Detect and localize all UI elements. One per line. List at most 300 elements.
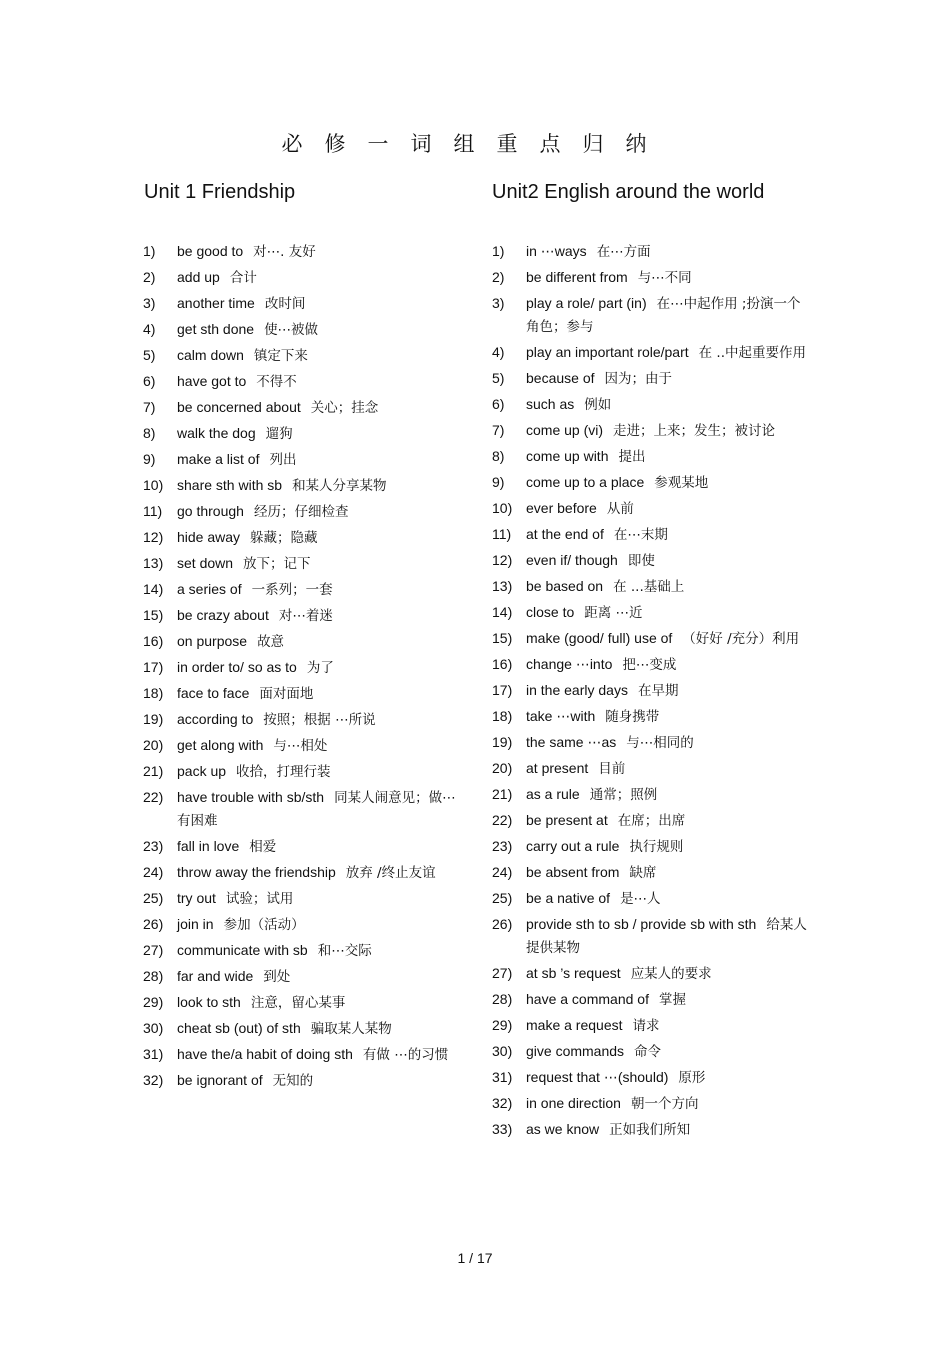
phrase-english: join in [177, 916, 214, 932]
item-body [177, 1069, 463, 1092]
item-number: 28) [492, 991, 513, 1007]
phrase-english: cheat sb (out) of sth [177, 1020, 301, 1036]
item-number: 4) [143, 321, 156, 337]
phrase-chinese: 对⋯着迷 [278, 608, 333, 624]
page-title: 必修一词组重点归纳 [281, 132, 669, 156]
list-item [492, 1066, 812, 1089]
list-item [492, 523, 812, 546]
phrase-chinese: 原形 [678, 1070, 706, 1086]
item-number: 9) [143, 451, 156, 467]
phrase-english: fall in love [177, 838, 240, 854]
item-number: 21) [143, 763, 164, 779]
phrase-english: set down [177, 555, 234, 571]
phrase-english: be present at [526, 812, 608, 828]
item-body [526, 679, 812, 702]
phrase-chinese: 即使 [627, 553, 655, 569]
phrase-chinese: 目前 [598, 761, 626, 777]
phrase-chinese: 使⋯被做 [264, 322, 319, 338]
list-item [143, 861, 463, 884]
phrase-chinese: 镇定下来 [253, 348, 308, 364]
phrase-english: at the end of [526, 526, 604, 542]
item-body [177, 760, 463, 783]
phrase-chinese: 在席；出席 [617, 813, 686, 829]
list-item [492, 266, 812, 289]
item-body [177, 1043, 463, 1066]
list-item [143, 835, 463, 858]
item-body [177, 526, 463, 549]
list-item [143, 266, 463, 289]
phrase-chinese: 例如 [584, 397, 612, 413]
item-body [526, 1066, 812, 1089]
phrase-english: walk the dog [177, 425, 256, 441]
phrase-chinese: 正如我们所知 [609, 1122, 691, 1138]
item-body [177, 861, 463, 884]
item-number: 13) [143, 555, 164, 571]
item-body [177, 965, 463, 988]
phrase-chinese: 请求 [632, 1018, 660, 1034]
list-item [492, 341, 812, 364]
item-number: 2) [143, 269, 156, 285]
item-number: 25) [143, 890, 164, 906]
phrase-english: in the early days [526, 682, 628, 698]
item-body [177, 913, 463, 936]
item-number: 30) [492, 1043, 513, 1059]
phrase-chinese: 放弃 /终止友谊 [345, 865, 436, 881]
phrase-english: a series of [177, 581, 242, 597]
phrase-chinese: 在早期 [637, 683, 679, 699]
list-item [143, 887, 463, 910]
phrase-english: another time [177, 295, 255, 311]
phrase-chinese: 是⋯人 [620, 891, 661, 907]
item-body [526, 292, 812, 338]
phrase-english: have got to [177, 373, 247, 389]
item-body [526, 497, 812, 520]
item-number: 8) [143, 425, 156, 441]
phrase-chinese: 从前 [606, 501, 634, 517]
item-body [526, 419, 812, 442]
phrase-english: be concerned about [177, 399, 301, 415]
phrase-chinese: 随身携带 [605, 709, 660, 725]
phrase-chinese: 故意 [257, 634, 285, 650]
item-number: 8) [492, 448, 505, 464]
phrase-chinese: 与⋯不同 [637, 270, 692, 286]
item-body [526, 1118, 812, 1141]
item-body [177, 786, 463, 832]
phrase-english: come up to a place [526, 474, 645, 490]
list-item [143, 578, 463, 601]
phrase-english: take ⋯with [526, 708, 596, 724]
item-body [526, 861, 812, 884]
list-item [143, 1043, 463, 1066]
item-number: 16) [143, 633, 164, 649]
phrase-english: have the/a habit of doing sth [177, 1046, 353, 1062]
phrase-english: at sb ’s request [526, 965, 621, 981]
item-number: 11) [492, 526, 512, 542]
list-item [492, 962, 812, 985]
item-number: 24) [492, 864, 513, 880]
list-item [143, 448, 463, 471]
item-number: 26) [143, 916, 164, 932]
item-number: 12) [143, 529, 164, 545]
item-body [526, 653, 812, 676]
item-number: 9) [492, 474, 505, 490]
item-body [177, 656, 463, 679]
item-body [177, 991, 463, 1014]
phrase-chinese: 在 ..中起重要作用 [698, 345, 807, 361]
list-item [492, 679, 812, 702]
item-body [526, 240, 812, 263]
item-body [526, 266, 812, 289]
list-item [492, 1092, 812, 1115]
item-number: 21) [492, 786, 513, 802]
item-body [177, 835, 463, 858]
phrase-chinese: 应某人的要求 [630, 966, 712, 982]
item-number: 23) [143, 838, 164, 854]
item-number: 7) [492, 422, 505, 438]
list-item [143, 1069, 463, 1092]
item-number: 15) [143, 607, 164, 623]
item-body [177, 474, 463, 497]
list-item [492, 783, 812, 806]
item-body [526, 1092, 812, 1115]
phrase-english: be good to [177, 243, 244, 259]
item-body [526, 887, 812, 910]
phrase-chinese: 朝一个方向 [630, 1096, 699, 1112]
list-item [143, 682, 463, 705]
item-number: 31) [143, 1046, 164, 1062]
phrase-chinese: 通常；照例 [589, 787, 658, 803]
phrase-chinese: 列出 [269, 452, 297, 468]
phrase-english: look to sth [177, 994, 241, 1010]
phrase-english: carry out a rule [526, 838, 620, 854]
phrase-chinese: 合计 [229, 270, 257, 286]
list-item [492, 575, 812, 598]
item-body [526, 962, 812, 985]
item-body [177, 734, 463, 757]
phrase-english: be absent from [526, 864, 620, 880]
item-body [177, 552, 463, 575]
phrase-chinese: 和某人分享某物 [292, 478, 387, 494]
item-number: 26) [492, 916, 513, 932]
item-body [177, 396, 463, 419]
list-item [492, 835, 812, 858]
phrase-english: on purpose [177, 633, 248, 649]
list-item [492, 471, 812, 494]
phrase-chinese: 执行规则 [629, 839, 684, 855]
item-number: 33) [492, 1121, 513, 1137]
list-item [492, 497, 812, 520]
unit2-heading: Unit2 English around the world [492, 181, 765, 203]
phrase-chinese: 无知的 [272, 1073, 314, 1089]
item-number: 32) [143, 1072, 164, 1088]
item-number: 14) [492, 604, 513, 620]
list-item [492, 988, 812, 1011]
list-item [143, 965, 463, 988]
list-item [492, 549, 812, 572]
item-number: 12) [492, 552, 513, 568]
phrase-english: communicate with sb [177, 942, 308, 958]
phrase-english: have a command of [526, 991, 649, 1007]
phrase-english: add up [177, 269, 220, 285]
list-item [143, 500, 463, 523]
item-body [526, 1040, 812, 1063]
item-number: 19) [492, 734, 513, 750]
phrase-chinese: 因为；由于 [604, 371, 672, 387]
list-item [492, 601, 812, 624]
list-item [492, 705, 812, 728]
list-item [492, 1040, 812, 1063]
phrase-english: get sth done [177, 321, 255, 337]
item-body [177, 887, 463, 910]
list-item [143, 991, 463, 1014]
unit2-phrase-list [492, 240, 812, 1144]
phrase-english: close to [526, 604, 575, 620]
item-number: 2) [492, 269, 505, 285]
phrase-chinese: 试验；试用 [225, 891, 294, 907]
phrase-chinese: 在 ...基础上 [613, 579, 685, 595]
phrase-english: be ignorant of [177, 1072, 263, 1088]
phrase-chinese: 注意，留心某事 [250, 995, 346, 1011]
item-body [177, 318, 463, 341]
phrase-chinese: 走进；上来；发生；被讨论 [613, 423, 776, 439]
list-item [492, 1014, 812, 1037]
page-number: 1 / 17 [457, 1250, 493, 1266]
item-body [177, 604, 463, 627]
phrase-english: change ⋯into [526, 656, 613, 672]
item-number: 23) [492, 838, 513, 854]
phrase-chinese: 按照；根据 ⋯所说 [263, 712, 376, 728]
phrase-english: have trouble with sb/sth [177, 789, 325, 805]
item-number: 6) [492, 396, 505, 412]
item-number: 11) [143, 503, 163, 519]
item-number: 29) [143, 994, 164, 1010]
item-number: 14) [143, 581, 164, 597]
list-item [143, 734, 463, 757]
phrase-chinese: 收拾，打理行装 [236, 764, 331, 780]
item-number: 10) [143, 477, 164, 493]
item-number: 10) [492, 500, 513, 516]
phrase-chinese: 在⋯方面 [596, 244, 651, 260]
phrase-chinese: 放下；记下 [243, 556, 311, 572]
list-item [143, 240, 463, 263]
phrase-english: in one direction [526, 1095, 621, 1111]
phrase-english: according to [177, 711, 254, 727]
phrase-chinese: 提出 [618, 449, 646, 465]
list-item [143, 630, 463, 653]
item-body [526, 367, 812, 390]
item-number: 16) [492, 656, 513, 672]
phrase-chinese: 改时间 [264, 296, 306, 312]
item-number: 20) [492, 760, 513, 776]
list-item [492, 367, 812, 390]
phrase-english: pack up [177, 763, 227, 779]
item-number: 1) [143, 243, 156, 259]
item-body [177, 708, 463, 731]
phrase-english: hide away [177, 529, 241, 545]
phrase-chinese: 同某人闹意见；做⋯有困难 [177, 790, 456, 829]
phrase-english: as a rule [526, 786, 580, 802]
phrase-english: face to face [177, 685, 250, 701]
item-number: 5) [492, 370, 505, 386]
item-body [526, 575, 812, 598]
unit1-phrase-list [143, 240, 463, 1095]
phrase-english: be different from [526, 269, 628, 285]
list-item [143, 396, 463, 419]
list-item [492, 653, 812, 676]
item-number: 17) [492, 682, 513, 698]
item-body [177, 630, 463, 653]
phrase-chinese: 与⋯相同的 [626, 735, 694, 751]
phrase-english: at present [526, 760, 589, 776]
item-body [177, 1017, 463, 1040]
phrase-english: try out [177, 890, 216, 906]
item-number: 27) [143, 942, 164, 958]
item-body [526, 341, 812, 364]
item-body [177, 578, 463, 601]
phrase-chinese: 在⋯中起作用 ;扮演一个角色；参与 [526, 296, 801, 335]
phrase-chinese: 命令 [634, 1044, 662, 1060]
list-item [492, 809, 812, 832]
item-body [177, 422, 463, 445]
item-body [526, 471, 812, 494]
item-number: 19) [143, 711, 164, 727]
list-item [143, 370, 463, 393]
phrase-chinese: 经历；仔细检查 [253, 504, 349, 520]
phrase-english: be based on [526, 578, 604, 594]
phrase-chinese: 相爱 [249, 839, 277, 855]
phrase-chinese: 在⋯末期 [613, 527, 668, 543]
item-number: 27) [492, 965, 513, 981]
phrase-chinese: 缺席 [629, 865, 657, 881]
item-body [526, 988, 812, 1011]
item-number: 18) [492, 708, 513, 724]
item-number: 28) [143, 968, 164, 984]
phrase-english: provide sth to sb / provide sb with sth [526, 916, 757, 932]
phrase-english: as we know [526, 1121, 600, 1137]
phrase-chinese: 和⋯交际 [317, 943, 372, 959]
item-number: 4) [492, 344, 505, 360]
list-item [143, 474, 463, 497]
phrase-english: give commands [526, 1043, 625, 1059]
phrase-english: in order to/ so as to [177, 659, 297, 675]
phrase-english: throw away the friendship [177, 864, 336, 880]
item-number: 18) [143, 685, 164, 701]
phrase-english: go through [177, 503, 244, 519]
item-number: 5) [143, 347, 156, 363]
list-item [143, 526, 463, 549]
list-item [143, 1017, 463, 1040]
phrase-chinese: 对⋯. 友好 [253, 244, 316, 260]
phrase-english: be a native of [526, 890, 611, 906]
phrase-english: share sth with sb [177, 477, 283, 493]
item-body [177, 292, 463, 315]
phrase-english: the same ⋯as [526, 734, 617, 750]
item-number: 25) [492, 890, 513, 906]
item-number: 3) [492, 295, 505, 311]
list-item [492, 1118, 812, 1141]
list-item [143, 604, 463, 627]
item-number: 22) [143, 789, 164, 805]
list-item [492, 419, 812, 442]
phrase-chinese: 骗取某人某物 [310, 1021, 392, 1037]
list-item [492, 887, 812, 910]
item-body [177, 370, 463, 393]
item-body [526, 783, 812, 806]
item-number: 30) [143, 1020, 164, 1036]
item-body [177, 344, 463, 367]
item-body [177, 240, 463, 263]
phrase-chinese: 不得不 [256, 374, 297, 390]
item-body [177, 266, 463, 289]
phrase-chinese: 为了 [306, 660, 334, 676]
item-number: 29) [492, 1017, 513, 1033]
phrase-chinese: 遛狗 [265, 426, 293, 442]
list-item [143, 939, 463, 962]
item-body [526, 757, 812, 780]
phrase-english: make (good/ full) use of [526, 630, 673, 646]
item-number: 15) [492, 630, 513, 646]
item-body [526, 913, 812, 959]
list-item [143, 786, 463, 832]
item-body [177, 448, 463, 471]
phrase-chinese: 到处 [263, 969, 291, 985]
item-body [526, 731, 812, 754]
phrase-english: play a role/ part (in) [526, 295, 647, 311]
item-body [526, 1014, 812, 1037]
list-item [143, 292, 463, 315]
item-body [526, 705, 812, 728]
phrase-chinese: 参观某地 [654, 475, 709, 491]
item-body [526, 445, 812, 468]
phrase-english: even if/ though [526, 552, 618, 568]
list-item [143, 422, 463, 445]
item-body [526, 393, 812, 416]
phrase-chinese: 关心；挂念 [310, 400, 379, 416]
phrase-chinese: 有做 ⋯的习惯 [362, 1047, 449, 1063]
phrase-english: come up (vi) [526, 422, 604, 438]
item-body [526, 835, 812, 858]
item-body [526, 627, 812, 650]
phrase-chinese: 掌握 [658, 992, 686, 1008]
phrase-english: get along with [177, 737, 264, 753]
phrase-english: calm down [177, 347, 244, 363]
phrase-chinese: 一系列；一套 [251, 582, 333, 598]
phrase-chinese: 距离 ⋯近 [584, 605, 643, 621]
phrase-chinese: 与⋯相处 [273, 738, 328, 754]
item-number: 32) [492, 1095, 513, 1111]
item-body [526, 809, 812, 832]
list-item [143, 318, 463, 341]
list-item [143, 552, 463, 575]
phrase-chinese: 把⋯变成 [622, 657, 677, 673]
list-item [492, 731, 812, 754]
list-item [492, 393, 812, 416]
phrase-english: far and wide [177, 968, 254, 984]
list-item [143, 913, 463, 936]
item-number: 22) [492, 812, 513, 828]
phrase-english: request that ⋯(should) [526, 1069, 669, 1085]
phrase-chinese: 躲藏；隐藏 [250, 530, 318, 546]
phrase-chinese: 参加（活动） [223, 917, 305, 933]
phrase-english: be crazy about [177, 607, 269, 623]
item-body [526, 601, 812, 624]
list-item [492, 445, 812, 468]
item-body [526, 523, 812, 546]
list-item [492, 861, 812, 884]
phrase-english: make a list of [177, 451, 260, 467]
list-item [492, 913, 812, 959]
item-number: 7) [143, 399, 156, 415]
